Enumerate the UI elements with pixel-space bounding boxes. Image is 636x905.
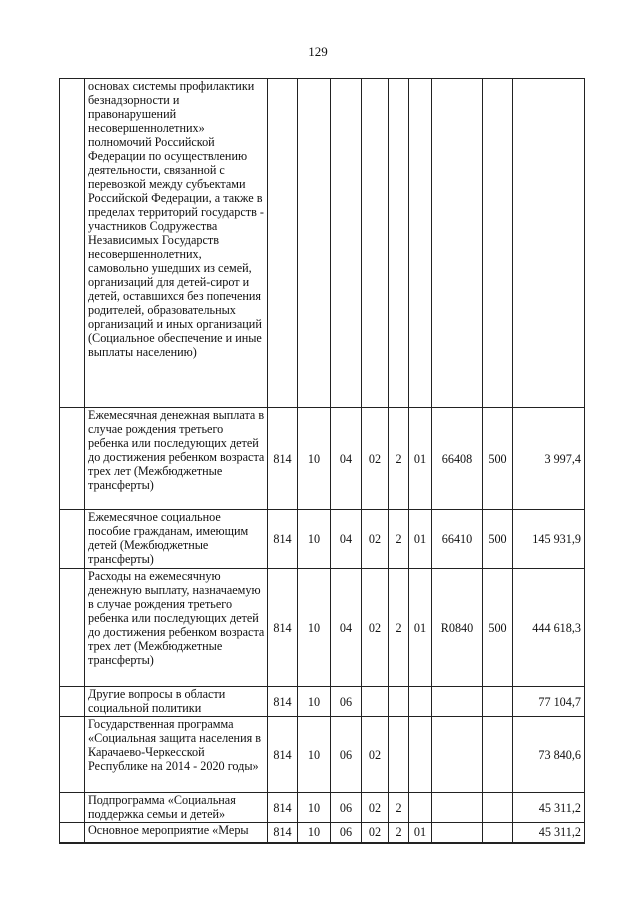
row-name: Основное мероприятие «Меры	[85, 823, 268, 843]
cell-ved: 814	[268, 569, 298, 687]
cell-program: 02	[362, 793, 389, 823]
cell-amount: 3 997,4	[513, 408, 585, 510]
cell-event	[409, 793, 432, 823]
cell-event	[409, 687, 432, 717]
row-name: Расходы на ежемесячную денежную выплату, назначаемую в случае рождения третьего ребенка или последующих детей до достижения ребенком возраста трех лет (Межбюджетные трансферты)	[85, 569, 268, 687]
cell-subprogram: 2	[389, 408, 409, 510]
table-row	[60, 79, 585, 408]
cell-rz: 10	[298, 823, 331, 843]
row-number-cell	[60, 793, 85, 823]
cell-direction: 66408	[432, 408, 483, 510]
cell-direction	[432, 823, 483, 843]
cell-subprogram	[389, 79, 409, 408]
row-number-cell	[60, 408, 85, 510]
row-number-cell	[60, 823, 85, 843]
cell-subprogram: 2	[389, 793, 409, 823]
cell-event: 01	[409, 823, 432, 843]
cell-event: 01	[409, 569, 432, 687]
cell-direction: R0840	[432, 569, 483, 687]
cell-amount: 444 618,3	[513, 569, 585, 687]
row-name: основах системы профилактики безнадзорности и правонарушений несовершеннолетних» полномочий Российской Федерации по осуществлению деятельности, связанной с перевозкой между субъектами Российской Федерации, а также в пределах территорий государств - участников Содружества Независимых Государств несовершеннолетних, самовольно ушедших из семей, организаций для детей-сирот и детей, оставшихся без попечения родителей, образовательных организаций и иных организаций (Социальное обеспечение и иные выплаты населению)	[85, 79, 268, 408]
cell-program	[362, 687, 389, 717]
cell-ved	[268, 79, 298, 408]
row-number-cell	[60, 510, 85, 569]
table-row	[60, 408, 585, 510]
row-name: Подпрограмма «Социальная поддержка семьи и детей»	[85, 793, 268, 823]
cell-event: 01	[409, 408, 432, 510]
cell-rz	[298, 79, 331, 408]
row-name: Государственная программа «Социальная защита населения в Карачаево-Черкесской Республике на 2014 - 2020 годы»	[85, 717, 268, 793]
table-row	[60, 569, 585, 687]
row-number-cell	[60, 717, 85, 793]
cell-subprogram: 2	[389, 823, 409, 843]
cell-pr: 06	[331, 717, 362, 793]
cell-ved: 814	[268, 793, 298, 823]
row-number-cell	[60, 569, 85, 687]
table-row	[60, 823, 585, 843]
cell-rz: 10	[298, 510, 331, 569]
cell-ved: 814	[268, 510, 298, 569]
row-number-cell	[60, 79, 85, 408]
row-name: Ежемесячная денежная выплата в случае рождения третьего ребенка или последующих детей до достижения ребенком возраста трех лет (Межбюджетные трансферты)	[85, 408, 268, 510]
cell-program: 02	[362, 823, 389, 843]
cell-event: 01	[409, 510, 432, 569]
cell-amount: 73 840,6	[513, 717, 585, 793]
cell-direction	[432, 793, 483, 823]
cell-ved: 814	[268, 408, 298, 510]
cell-vr	[483, 823, 513, 843]
cell-pr: 06	[331, 823, 362, 843]
cell-vr: 500	[483, 569, 513, 687]
row-name: Ежемесячное социальное пособие гражданам, имеющим детей (Межбюджетные трансферты)	[85, 510, 268, 569]
cell-vr: 500	[483, 510, 513, 569]
cell-direction	[432, 687, 483, 717]
cell-amount	[513, 79, 585, 408]
cell-subprogram	[389, 717, 409, 793]
cell-pr: 04	[331, 408, 362, 510]
table-row	[60, 793, 585, 823]
cell-subprogram	[389, 687, 409, 717]
row-number-cell	[60, 687, 85, 717]
cell-amount: 45 311,2	[513, 793, 585, 823]
cell-pr: 06	[331, 687, 362, 717]
cell-vr	[483, 687, 513, 717]
cell-amount: 77 104,7	[513, 687, 585, 717]
cell-amount: 145 931,9	[513, 510, 585, 569]
cell-pr: 04	[331, 510, 362, 569]
table-row	[60, 687, 585, 717]
cell-direction	[432, 79, 483, 408]
cell-amount: 45 311,2	[513, 823, 585, 843]
cell-rz: 10	[298, 569, 331, 687]
page-number: 129	[308, 44, 328, 59]
cell-program: 02	[362, 569, 389, 687]
budget-table	[59, 78, 585, 844]
cell-event	[409, 717, 432, 793]
cell-vr	[483, 793, 513, 823]
cell-program: 02	[362, 510, 389, 569]
cell-program: 02	[362, 408, 389, 510]
cell-ved: 814	[268, 717, 298, 793]
cell-pr: 06	[331, 793, 362, 823]
cell-subprogram: 2	[389, 569, 409, 687]
cell-pr	[331, 79, 362, 408]
cell-event	[409, 79, 432, 408]
cell-rz: 10	[298, 408, 331, 510]
cell-direction: 66410	[432, 510, 483, 569]
cell-pr: 04	[331, 569, 362, 687]
table-row	[60, 717, 585, 793]
cell-ved: 814	[268, 823, 298, 843]
cell-rz: 10	[298, 687, 331, 717]
cell-subprogram: 2	[389, 510, 409, 569]
cell-ved: 814	[268, 687, 298, 717]
cell-rz: 10	[298, 717, 331, 793]
table-row	[60, 510, 585, 569]
cell-program: 02	[362, 717, 389, 793]
cell-vr: 500	[483, 408, 513, 510]
cell-rz: 10	[298, 793, 331, 823]
cell-program	[362, 79, 389, 408]
row-name: Другие вопросы в области социальной политики	[85, 687, 268, 717]
cell-vr	[483, 717, 513, 793]
cell-vr	[483, 79, 513, 408]
cell-direction	[432, 717, 483, 793]
